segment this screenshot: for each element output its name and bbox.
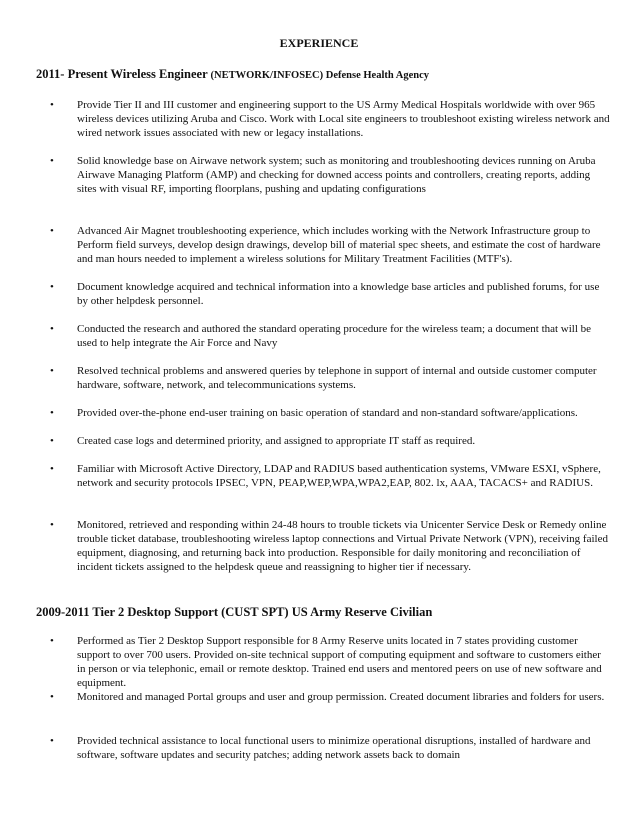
- bullet-marker: •: [50, 99, 54, 111]
- bullet-text: Solid knowledge base on Airwave network system; such as monitoring and troubleshooting devices running on Aruba Airwave Managing Platform (AMP) and checking for downed access points and controllers, creating reports, adding sites with visual RF, importing floorplans, pushing and updating configurations: [77, 155, 596, 195]
- list-item: [50, 154, 610, 196]
- bullet-marker: •: [50, 635, 54, 647]
- bullet-marker: •: [50, 435, 54, 447]
- list-item: [50, 322, 610, 350]
- bullet-text: Monitored, retrieved and responding within 24-48 hours to trouble tickets via Unicenter Service Desk or Remedy online trouble ticket database, troubleshooting wireless laptop connections and Virtual Private Network (VPN), receiving failed equipment, diagnosing, and returning back into production. Responsible for daily monitoring and reconciliation of incident tickets assigned to the helpdesk queue and reassigning to higher tier if necessary.: [77, 519, 608, 573]
- bullet-marker: •: [50, 519, 54, 531]
- bullet-text: Provide Tier II and III customer and engineering support to the US Army Medical Hospitals worldwide with over 965 wireless devices utilizing Aruba and Cisco. Work with Local site engineers to troubleshoot existing wireless network and wired network issues associated with new or legacy installations.: [77, 99, 610, 139]
- bullet-text: Provided technical assistance to local functional users to minimize operational disruptions, installed of hardware and software, software updates and security patches; adding network assets back to domain: [77, 735, 591, 761]
- bullet-text: Document knowledge acquired and technical information into a knowledge base articles and published forums, for use by other helpdesk personnel.: [77, 281, 600, 307]
- list-item: [50, 364, 610, 392]
- bullet-text: Provided over-the-phone end-user training on basic operation of standard and non-standard software/applications.: [77, 407, 578, 419]
- list-item: [50, 690, 610, 704]
- list-item: [50, 224, 610, 266]
- list-item: [50, 734, 610, 762]
- bullet-marker: •: [50, 281, 54, 293]
- bullet-marker: •: [50, 155, 54, 167]
- bullet-marker: •: [50, 735, 54, 747]
- bullet-marker: •: [50, 225, 54, 237]
- bullet-marker: •: [50, 365, 54, 377]
- bullet-marker: •: [50, 407, 54, 419]
- job-title-sub: (NETWORK/INFOSEC) Defense Health Agency: [210, 70, 429, 81]
- bullet-text: Familiar with Microsoft Active Directory, LDAP and RADIUS based authentication systems, VMware ESXI, vSphere, network and security protocols IPSEC, VPN, PEAP,WEP,WPA,WPA2,EAP, 802. lx, AAA, TACACS+ and RADIUS.: [77, 463, 601, 489]
- bullet-text: Monitored and managed Portal groups and user and group permission. Created document libraries and folders for users.: [77, 691, 605, 703]
- bullet-text: Advanced Air Magnet troubleshooting experience, which includes working with the Network Infrastructure group to Perform field surveys, develop design drawings, develop bill of material spec sheets, and estimate the cost of hardware and man hours needed to implement a wireless solutions for Military Treatment Facilities (MTF's).: [77, 225, 601, 265]
- list-item: [50, 98, 610, 140]
- bullet-text: Resolved technical problems and answered queries by telephone in support of internal and outside customer computer hardware, software, network, and telecommunications systems.: [77, 365, 597, 391]
- list-item: [50, 406, 610, 420]
- job-title-wireless-engineer: [36, 67, 429, 82]
- bullet-marker: •: [50, 463, 54, 475]
- job-title-desktop-support: [36, 605, 432, 620]
- bullet-text: Conducted the research and authored the standard operating procedure for the wireless team; a document that will be used to help integrate the Air Force and Navy: [77, 323, 592, 349]
- job-title-main: 2011- Present Wireless Engineer: [36, 67, 208, 81]
- list-item: [50, 434, 610, 448]
- list-item: [50, 518, 610, 574]
- list-item: [50, 634, 610, 690]
- bullet-text: Created case logs and determined priority, and assigned to appropriate IT staff as required.: [77, 435, 476, 447]
- bullet-marker: •: [50, 323, 54, 335]
- list-item: [50, 280, 610, 308]
- section-heading: EXPERIENCE: [279, 36, 359, 50]
- list-item: [50, 462, 610, 490]
- job-title-main: 2009-2011 Tier 2 Desktop Support (CUST SPT) US Army Reserve Civilian: [36, 605, 433, 619]
- bullet-marker: •: [50, 691, 54, 703]
- bullet-text: Performed as Tier 2 Desktop Support responsible for 8 Army Reserve units located in 7 states providing customer support to over 700 users. Provided on-site technical support of computing equipment and software to customers either in person or via telephonic, email or remote desktop. Trained end users and mentored peers on use of new software and equipment.: [77, 635, 602, 689]
